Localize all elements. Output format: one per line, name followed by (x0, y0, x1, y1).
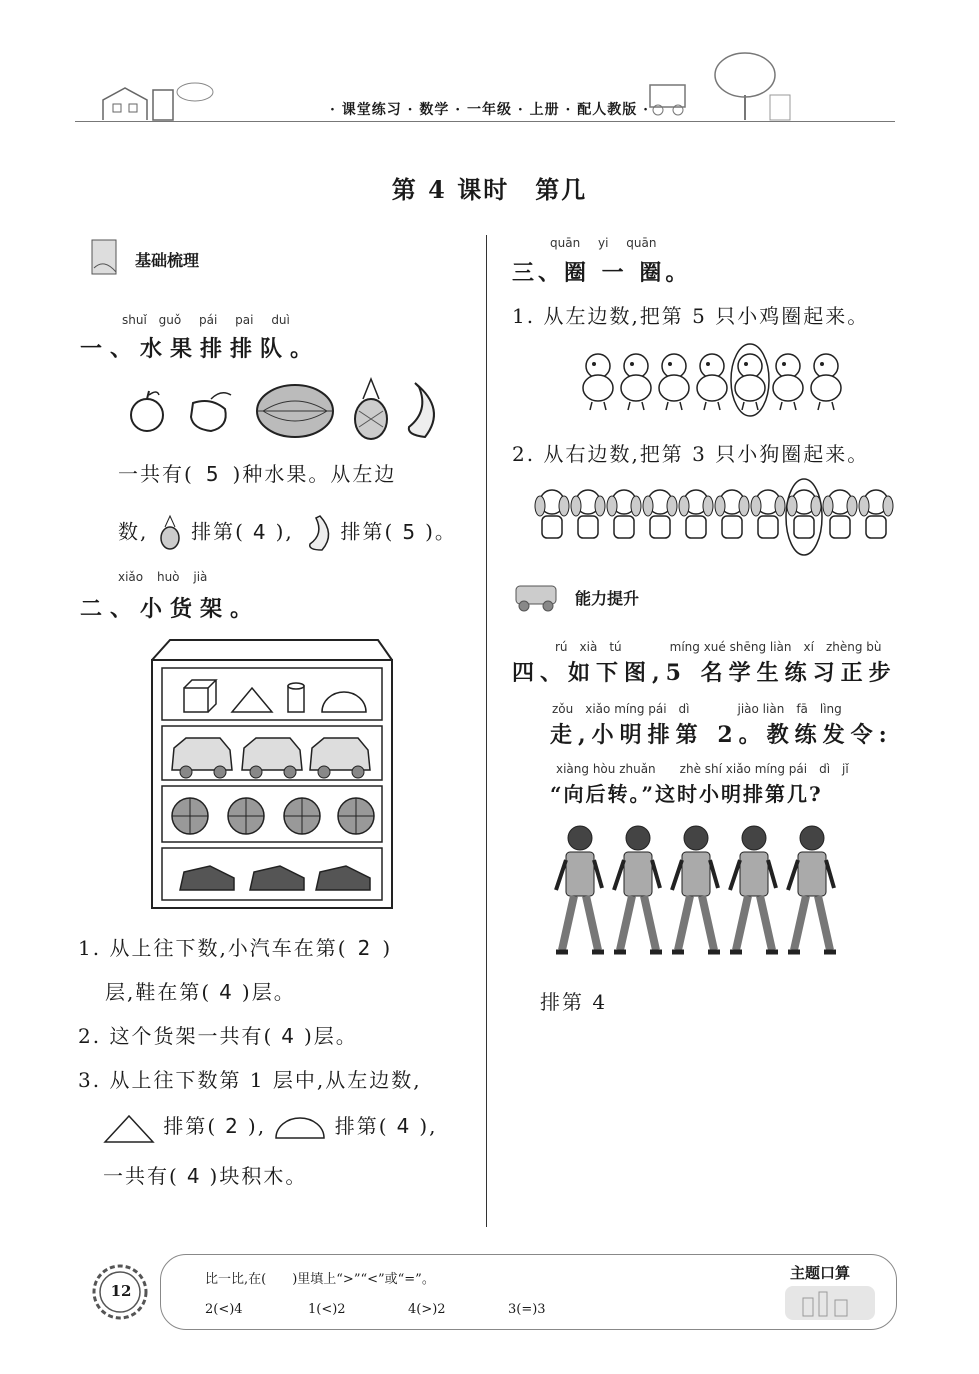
q3-title: 三、圈 一 圈。 (512, 260, 692, 286)
q2-s1-line1: 1. 从上往下数,小汽车在第( 2 ) (78, 936, 393, 960)
q3-s2: 2. 从右边数,把第 3 只小狗圈起来。 (512, 442, 870, 466)
watermelon-icon (257, 385, 333, 437)
shoe-icon (316, 866, 370, 890)
q4-pinyin-2: zǒu xiǎo míng pái dì jiào liàn fā lìng (552, 702, 842, 716)
puppy-icon (787, 490, 821, 538)
q2-answer-semicircle[interactable]: 4 (396, 1114, 412, 1138)
pineapple-small-icon (157, 516, 183, 550)
lesson-title: 第 4 课时 第几 (391, 175, 588, 204)
puppy-icon (859, 490, 893, 538)
chicks-row (580, 342, 855, 418)
q2-s3-line3: 一共有( 4 )块积木。 (103, 1164, 308, 1188)
q3-pinyin: quān yi quān (550, 236, 657, 250)
footer-prompt: 比一比,在( )里填上“>”“<”或“=”。 (205, 1272, 435, 1287)
apple-icon (131, 391, 163, 431)
triangle-block-icon (232, 688, 272, 712)
puppy-icon (571, 490, 605, 538)
badge-basic-label: 基础梳理 (135, 251, 200, 270)
badge-car-icon (508, 578, 568, 614)
puppy-icon (643, 490, 677, 538)
student-icon (788, 826, 836, 952)
oral-label: 主题口算 (790, 1264, 851, 1282)
q2-answer-triangle[interactable]: 2 (225, 1114, 240, 1138)
q4-line3: “向后转。”这时小明排第几? (550, 782, 823, 806)
dogs-row (536, 478, 896, 560)
puppy-icon (535, 490, 569, 538)
toy-car-icon (310, 738, 370, 778)
student-icon (672, 826, 720, 952)
shelf-illustration (150, 638, 395, 914)
q2-answer-car-layer[interactable]: 2 (357, 936, 373, 960)
chick-icon (811, 354, 841, 410)
q1-line2: 数, 排第( 4 ), 排第( 5 )。 (118, 514, 457, 552)
students-illustration (550, 820, 850, 969)
q2-title: 二、小货架。 (80, 596, 261, 622)
q2-pinyin: xiǎo huò jià (118, 570, 208, 584)
shoe-icon (180, 866, 234, 890)
chick-icon (773, 354, 803, 410)
skyline-icon (785, 1286, 875, 1320)
ability-badge (508, 578, 568, 618)
peach-icon (191, 393, 231, 431)
q2-s1-line2: 层,鞋在第( 4 )层。 (105, 980, 296, 1004)
basketball-icon (338, 798, 374, 834)
banana-small-icon (302, 514, 332, 552)
student-icon (556, 826, 604, 952)
puppy-icon (607, 490, 641, 538)
fruit-row (125, 375, 450, 449)
puppy-icon (823, 490, 857, 538)
footer-item: 2(<)4 (205, 1302, 243, 1317)
student-icon (730, 826, 778, 952)
shoe-icon (250, 866, 304, 890)
header-rule (75, 121, 895, 122)
q2-answer-total-layers[interactable]: 4 (281, 1024, 296, 1048)
chick-icon (659, 354, 689, 410)
q4-answer[interactable]: 排第 4 (540, 990, 608, 1014)
dogs-svg (536, 478, 896, 556)
semicircle-block-icon (322, 692, 366, 712)
badge-flag-icon (90, 238, 120, 278)
toy-car-icon (242, 738, 302, 778)
chick-icon (735, 354, 765, 410)
q1-answer-pineapple[interactable]: 4 (252, 519, 268, 544)
puppy-icon (679, 490, 713, 538)
pineapple-icon (355, 379, 387, 439)
q4-pinyin-3: xiàng hòu zhuǎn zhè shí xiǎo míng pái dì jǐ (556, 762, 849, 776)
q1-pinyin: shuǐ guǒ pái pai duì (122, 313, 290, 327)
badge-ability-label: 能力提升 (575, 589, 640, 608)
fruit-row-svg (125, 375, 450, 445)
puppy-icon (715, 490, 749, 538)
q4-line2: 走,小明排第 2。教练发令: (550, 722, 893, 748)
student-icon (614, 826, 662, 952)
q1-answer-banana[interactable]: 5 (402, 519, 418, 544)
q2-answer-shoe-layer[interactable]: 4 (219, 980, 234, 1004)
chick-icon (583, 354, 613, 410)
basic-badge (90, 238, 120, 282)
q1-answer-count[interactable]: 5 (205, 462, 221, 486)
q1-title: 一、水果排排队。 (80, 336, 321, 362)
chick-icon (697, 354, 727, 410)
basketball-icon (284, 798, 320, 834)
puppy-icon (751, 490, 785, 538)
banana-icon (409, 383, 434, 437)
shelf-svg (150, 638, 395, 910)
page-number: 12 (110, 1282, 132, 1300)
q2-s3-line1: 3. 从上往下数第 1 层中,从左边数, (78, 1068, 422, 1092)
footer-item: 3(=)3 (508, 1302, 546, 1317)
column-divider (486, 235, 487, 1227)
q3-s1: 1. 从左边数,把第 5 只小鸡圈起来。 (512, 304, 870, 328)
q2-s3-line2: 排第( 2 ), 排第( 4 ), (103, 1110, 438, 1144)
q2-s2: 2. 这个货架一共有( 4 )层。 (78, 1024, 358, 1048)
basketball-icon (228, 798, 264, 834)
header-title: · 课堂练习 · 数学 · 一年级 · 上册 · 配人教版 · (330, 102, 649, 118)
students-svg (550, 820, 850, 965)
cylinder-block-icon (288, 683, 304, 712)
oral-label-decoration (785, 1286, 875, 1324)
q2-answer-block-count[interactable]: 4 (186, 1164, 202, 1188)
semicircle-block-small-icon (274, 1114, 326, 1142)
footer-item: 1(<)2 (308, 1302, 346, 1317)
q4-pinyin-1: rú xià tú míng xué shēng liàn xí zhèng bù (555, 640, 882, 654)
footer-item: 4(>)2 (408, 1302, 446, 1317)
q4-line1: 四、如下图,5 名学生练习正步 (512, 660, 897, 686)
chicks-svg (580, 342, 855, 414)
q1-line1: 一共有( 5 )种水果。从左边 (118, 462, 397, 486)
toy-car-icon (172, 738, 232, 778)
basketball-icon (172, 798, 208, 834)
triangle-block-small-icon (103, 1112, 155, 1144)
cube-block-icon (184, 680, 216, 712)
chick-icon (621, 354, 651, 410)
